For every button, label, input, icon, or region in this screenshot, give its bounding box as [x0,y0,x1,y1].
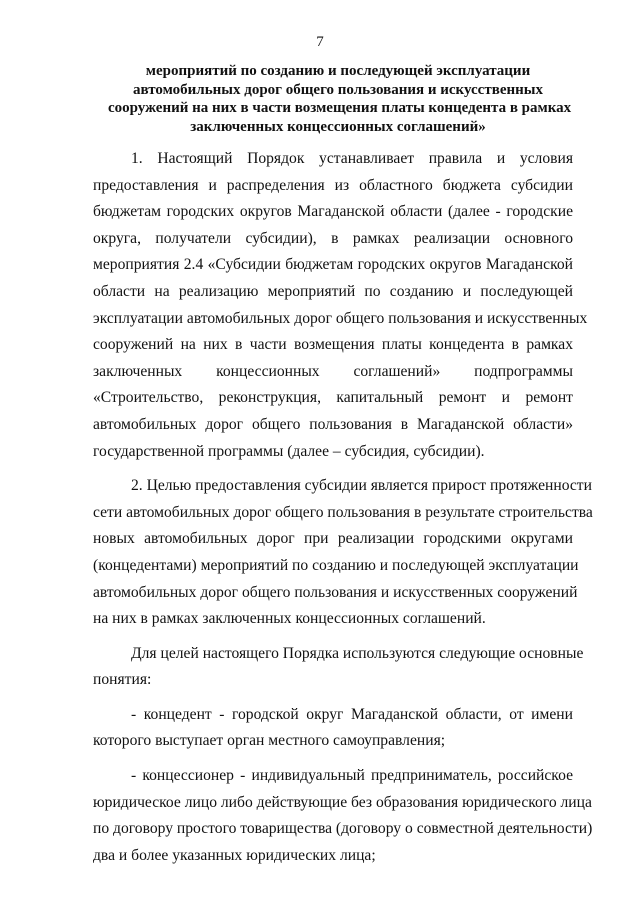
text-line: (концедентами) мероприятий по созданию и последующей эксплуатации [93,556,579,574]
text-line: автомобильных дорог общего пользования в Магаданской области» [93,415,573,433]
text-line: мероприятия 2.4 «Субсидии бюджетам городских округов Магаданской [93,256,573,274]
text-line: юридическое лицо либо действующие без образования юридического лица [93,793,592,811]
text-line: «Строительство, реконструкция, капитальный ремонт и ремонт [93,389,573,407]
text-line: предоставления и распределения из областного бюджета субсидии [93,176,573,194]
text-line: которого выступает орган местного самоуправления; [93,732,446,750]
text-line: - концедент - городской округ Магаданской области, от имени [131,705,573,723]
heading-line: мероприятий по созданию и последующей эксплуатации [145,63,531,79]
heading-line: сооружений на них в части возмещения платы концедента в рамках [108,100,572,116]
text-line: бюджетам городских округов Магаданской области (далее - городские [93,203,573,221]
page-number: 7 [316,34,324,50]
document-heading [108,62,572,136]
text-line: автомобильных дорог общего пользования и искусственных сооружений [93,583,578,601]
text-line: государственной программы (далее – субсидия, субсидии). [93,442,485,460]
text-line: заключенных концессионных соглашений» подпрограммы [93,362,573,380]
text-line: - концессионер - индивидуальный предприниматель, российское [131,767,573,785]
text-line: эксплуатации автомобильных дорог общего пользования и искусственных [93,309,588,327]
text-line: два и более указанных юридических лица; [93,846,376,864]
text-line: на них в рамках заключенных концессионных соглашений. [93,610,486,628]
paragraph-5 [93,763,593,869]
heading-line: автомобильных дорог общего пользования и искусственных [133,81,543,98]
text-line: новых автомобильных дорог при реализации городскими округами [93,530,573,548]
text-line: округа, получатели субсидии), в рамках реализации основного [93,229,573,247]
text-line: области на реализацию мероприятий по созданию и последующей [93,282,573,300]
document-body [93,146,593,877]
text-line: понятия: [93,671,152,689]
text-line: сооружений на них в части возмещения платы концедента в рамках [93,336,573,354]
text-line: 1. Настоящий Порядок устанавливает правила и условия [131,150,573,167]
text-line: 2. Целью предоставления субсидии является прирост протяженности [131,477,592,495]
heading-line: заключенных концессионных соглашений» [190,118,486,135]
paragraph-3 [93,641,584,694]
text-line: по договору простого товарищества (договору о совместной деятельности) [93,820,593,838]
text-line: Для целей настоящего Порядка используются следующие основные [131,644,584,662]
paragraph-2 [93,473,593,633]
text-line: сети автомобильных дорог общего пользования в результате строительства [93,503,593,521]
paragraph-1 [93,146,588,465]
paragraph-4 [93,702,573,755]
